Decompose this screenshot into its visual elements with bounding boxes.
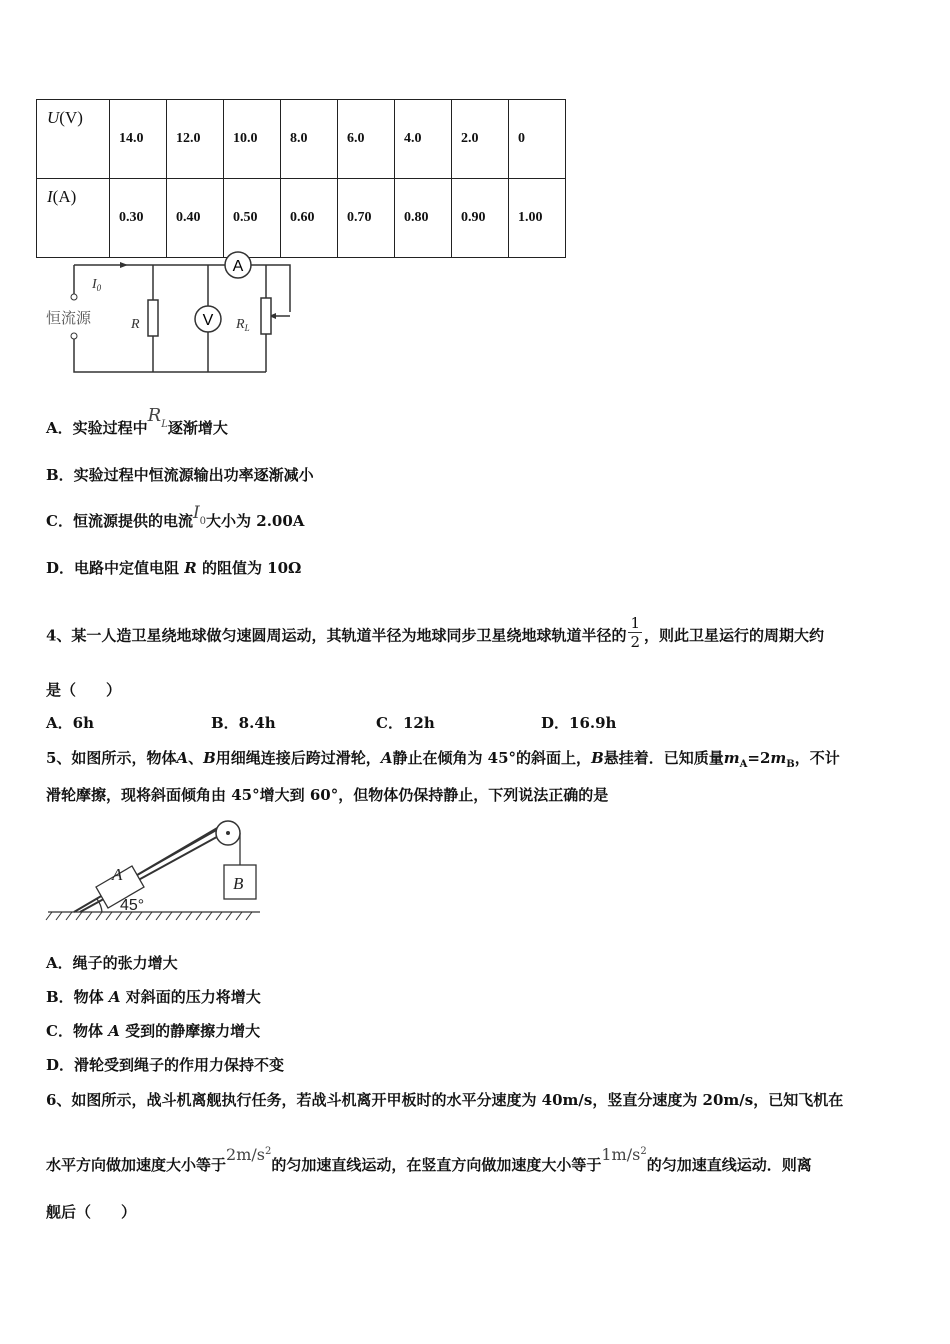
u-cell: 14.0 [110, 100, 167, 179]
resistor-r [148, 300, 158, 336]
u-header: U(V) [37, 100, 110, 179]
q6-stem-line2: 水平方向做加速度大小等于$2m/s^2$的匀加速直线运动，在竖直方向做加速度大小等于$1m/s^2$的匀加速直线运动．则离 [46, 1145, 812, 1174]
u-cell: 8.0 [281, 100, 338, 179]
u-cell: 12.0 [167, 100, 224, 179]
ui-data-table [36, 99, 566, 258]
circuit-diagram [40, 250, 310, 380]
q3-option-c: C．恒流源提供的电流$I_0$大小为 2.00A [46, 503, 305, 530]
fig-angle-label: 45° [120, 897, 145, 914]
i-cell: 1.00 [509, 179, 566, 258]
q5-option-a: A．绳子的张力增大 [46, 954, 178, 972]
u-cell: 6.0 [338, 100, 395, 179]
q6-stem-line1: 6、如图所示，战斗机离舰执行任务，若战斗机离开甲板时的水平分速度为 40m/s，竖直分速度为 20m/s，已知飞机在 [46, 1091, 844, 1109]
q4-stem: 4、某一人造卫星绕地球做匀速圆周运动，其轨道半径为地球同步卫星绕地球轨道半径的 $\frac{1}{2}$ ，则此卫星运行的周期大约 [46, 614, 825, 651]
u-cell: 2.0 [452, 100, 509, 179]
q4-option-a: A．6h [46, 714, 94, 732]
q6-stem-line3: 舰后（ ） [46, 1203, 137, 1221]
source-label: 恒流源 [46, 309, 92, 327]
u-cell: 10.0 [224, 100, 281, 179]
q4-fraction: $\frac{1}{2}$ [630, 614, 640, 651]
i-cell: 0.60 [281, 179, 338, 258]
i-header: I(A) [37, 179, 110, 258]
resistor-rl [261, 298, 271, 334]
q5-option-d: D．滑轮受到绳子的作用力保持不变 [46, 1056, 285, 1074]
q5-stem-line1: 5、如图所示，物体A、B用细绳连接后跨过滑轮，A静止在倾角为 45°的斜面上，B悬挂着．已知质量$m_A=2m_B$，不计 [46, 749, 840, 770]
i-cell: 0.90 [452, 179, 509, 258]
q5-stem-line2: 滑轮摩擦，现将斜面倾角由 45°增大到 60°，但物体仍保持静止，下列说法正确的是 [46, 786, 609, 804]
i-cell: 0.80 [395, 179, 452, 258]
i0-label: $I_0$ [92, 277, 102, 293]
incline-diagram [44, 815, 264, 925]
q5-option-c: C．物体 A 受到的静摩擦力增大 [46, 1022, 261, 1040]
table-row [37, 179, 566, 258]
i-cell: 0.50 [224, 179, 281, 258]
fig-label-a: A [112, 865, 123, 884]
q4-option-c: C．12h [376, 714, 435, 732]
r-label: R [131, 317, 140, 332]
rl-label: $R_L$ [236, 317, 250, 333]
i-cell: 0.30 [110, 179, 167, 258]
q3-option-b: B．实验过程中恒流源输出功率逐渐减小 [46, 466, 314, 484]
q4-option-b: B．8.4h [211, 714, 276, 732]
table-row [37, 100, 566, 179]
ammeter-label: A [232, 258, 244, 275]
i-cell: 0.70 [338, 179, 395, 258]
u-cell: 0 [509, 100, 566, 179]
q3-option-a: A．实验过程中$R_L$逐渐增大 [46, 405, 228, 437]
i-cell: 0.40 [167, 179, 224, 258]
q3-option-d: D．电路中定值电阻 R 的阻值为 10Ω [46, 559, 302, 577]
q5-option-b: B．物体 A 对斜面的压力将增大 [46, 988, 261, 1006]
u-cell: 4.0 [395, 100, 452, 179]
q4-option-d: D．16.9h [541, 714, 617, 732]
voltmeter-label: V [202, 312, 214, 329]
q4-stem-line2: 是（ ） [46, 681, 122, 699]
fig-label-b: B [233, 874, 244, 893]
